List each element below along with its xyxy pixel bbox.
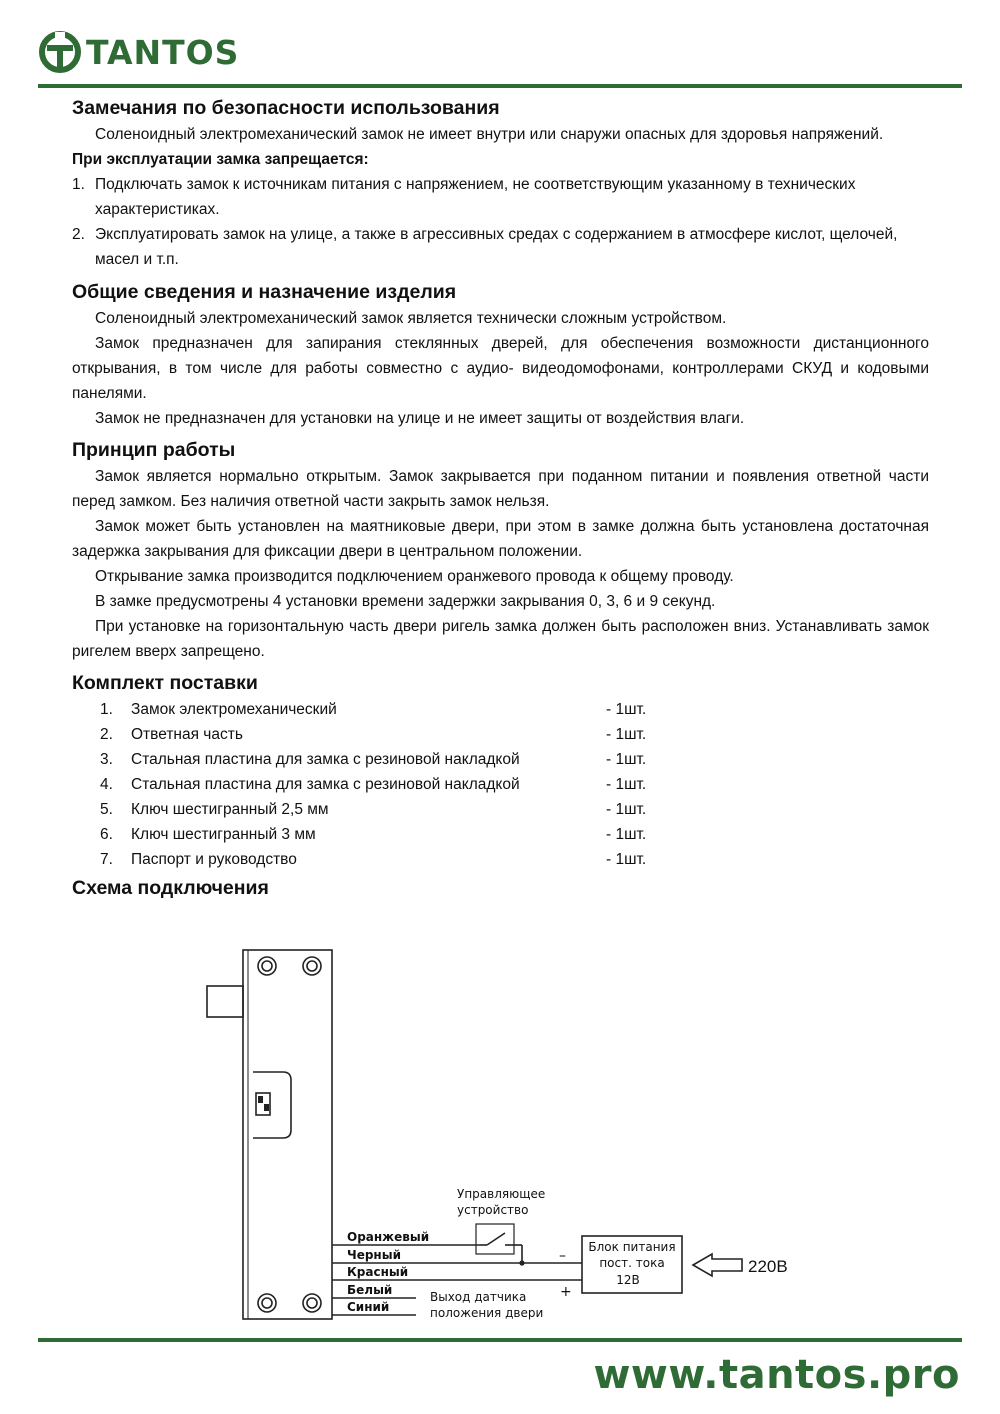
wire-label: Белый: [347, 1283, 393, 1297]
principle-paragraph: Замок является нормально открытым. Замок закрывается при поданном питании и появления ответной части перед замком. Без наличия ответной части закрыть замок нельзя.: [72, 468, 929, 510]
psu-label: Блок питания: [588, 1240, 676, 1254]
table-row: 5. Ключ шестигранный 2,5 мм - 1шт.: [100, 801, 647, 818]
tantos-logo-icon: [38, 30, 82, 74]
psu-label: 12В: [616, 1273, 640, 1287]
header-divider: [38, 84, 962, 88]
wire-label: Синий: [347, 1300, 390, 1314]
document-body: [72, 94, 929, 902]
kit-title: Комплект поставки: [72, 672, 258, 694]
principle-title: Принцип работы: [72, 439, 236, 461]
prohibited-title: При эксплуатации замка запрещается:: [72, 151, 369, 168]
safety-title: Замечания по безопасности использования: [72, 97, 500, 119]
general-paragraph: Замок предназначен для запирания стеклянных дверей, для обеспечения возможности дистанционного открывания, в том числе для работы совместно с аудио- видеодомофонами, контроллерами СКУД и кодовыми панелями.: [72, 335, 929, 402]
wiring-diagram: [0, 930, 1000, 1330]
wire-label: Красный: [347, 1265, 409, 1279]
control-device-label: устройство: [457, 1203, 529, 1217]
table-row: 3. Стальная пластина для замка с резиновой накладкой - 1шт.: [100, 751, 647, 768]
principle-paragraph: При установке на горизонтальную часть двери ригель замка должен быть расположен вниз. Устанавливать замок ригелем вверх запрещено.: [72, 618, 929, 660]
website-link[interactable]: www.tantos.pro: [593, 1352, 960, 1398]
sensor-output-label: Выход датчика: [430, 1290, 527, 1304]
general-paragraph: Соленоидный электромеханический замок является технически сложным устройством.: [95, 310, 727, 327]
footer-divider: [38, 1338, 962, 1342]
principle-paragraph: В замке предусмотрены 4 установки времени задержки закрывания 0, 3, 6 и 9 секунд.: [95, 593, 716, 610]
table-row: 6. Ключ шестигранный 3 мм - 1шт.: [100, 826, 647, 843]
brand-logo: [38, 28, 239, 76]
junction-dot: [519, 1260, 524, 1265]
wire-label: Оранжевый: [347, 1230, 430, 1244]
brand-name: TANTOS: [86, 32, 240, 72]
lock-body: [243, 950, 332, 1319]
principle-paragraph: Открывание замка производится подключением оранжевого провода к общему проводу.: [95, 568, 734, 585]
prohibited-list: [72, 172, 929, 272]
screw-hole-icon: [258, 957, 276, 975]
table-row: 2. Ответная часть - 1шт.: [100, 726, 647, 743]
principle-paragraph: Замок может быть установлен на маятниковые двери, при этом в замке должна быть установлена достаточная задержка закрывания для фиксации двери в центральном положении.: [72, 518, 929, 560]
general-paragraph: Замок не предназначен для установки на улице и не имеет защиты от воздействия влаги.: [95, 410, 745, 427]
screw-hole-icon: [258, 1294, 276, 1312]
minus-sign: –: [559, 1248, 566, 1264]
psu-label: пост. тока: [599, 1256, 665, 1270]
table-row: 7. Паспорт и руководство - 1шт.: [100, 851, 647, 868]
scheme-title: Схема подключения: [72, 877, 269, 899]
safety-paragraph: Соленоидный электромеханический замок не имеет внутри или снаружи опасных для здоровья напряжений.: [95, 126, 884, 143]
mains-voltage-label: 220В: [748, 1257, 788, 1276]
general-title: Общие сведения и назначение изделия: [72, 281, 457, 303]
plus-sign: +: [560, 1284, 572, 1300]
list-item: 2. Эксплуатировать замок на улице, а также в агрессивных средах с содержанием в атмосфере кислот, щелочей, масел и т.п.: [72, 226, 898, 268]
screw-hole-icon: [303, 957, 321, 975]
list-item: 1. Подключать замок к источникам питания с напряжением, не соответствующим указанному в технических характеристиках.: [72, 176, 856, 218]
wire-label: Черный: [347, 1248, 401, 1262]
lock-bolt: [207, 986, 243, 1017]
table-row: 1. Замок электромеханический - 1шт.: [100, 701, 647, 718]
mains-arrow-icon: [693, 1254, 742, 1276]
control-device-label: Управляющее: [457, 1187, 546, 1201]
table-row: 4. Стальная пластина для замка с резиновой накладкой - 1шт.: [100, 776, 647, 793]
screw-hole-icon: [303, 1294, 321, 1312]
sensor-output-label: положения двери: [430, 1306, 544, 1320]
kit-table: [100, 697, 646, 872]
